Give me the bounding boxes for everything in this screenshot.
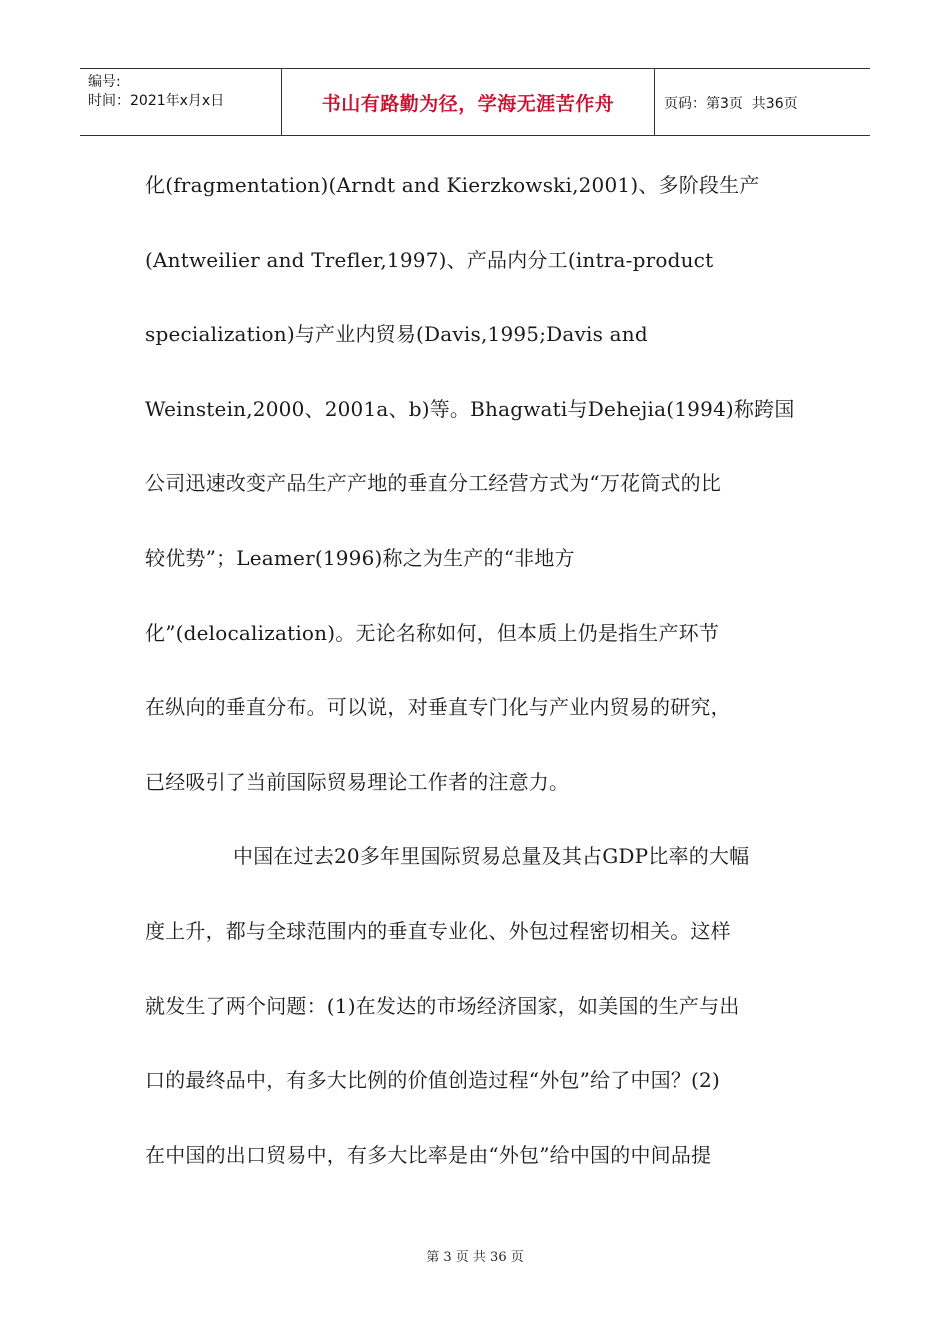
paragraph-start-line: 中国在过去20多年里国际贸易总量及其占GDP比率的大幅	[233, 844, 750, 869]
text-line: 已经吸引了当前国际贸易理论工作者的注意力。	[145, 769, 570, 794]
header-page-info: 页码：第3页 共36页	[664, 95, 798, 112]
text-line: 在纵向的垂直分布。可以说，对垂直专门化与产业内贸易的研究，	[145, 695, 731, 720]
header-divider	[654, 69, 655, 136]
text-line: 化(fragmentation)(Arndt and Kierzkowski,2001)、多阶段生产	[145, 173, 760, 197]
text-line: 度上升，都与全球范围内的垂直专业化、外包过程密切相关。这样	[145, 918, 731, 943]
text-line: 在中国的出口贸易中，有多大比率是由“外包”给中国的中间品提	[145, 1142, 712, 1167]
date-label: 时间：2021年x月x日	[88, 93, 225, 109]
text-line: specialization)与产业内贸易(Davis,1995;Davis and	[145, 322, 648, 347]
serial-number-label: 编号:	[88, 74, 121, 90]
text-line: 较优势”；Leamer(1996)称之为生产的“非地方	[145, 545, 575, 570]
header-motto: 书山有路勤为径，学海无涯苦作舟	[321, 93, 615, 115]
header-meta	[88, 73, 224, 111]
document-body	[145, 148, 817, 1192]
text-line: 化”(delocalization)。无论名称如何，但本质上仍是指生产环节	[145, 620, 720, 645]
text-line: 口的最终品中，有多大比例的价值创造过程“外包”给了中国？(2)	[145, 1068, 720, 1093]
page-footer: 第 3 页 共 36 页	[426, 1250, 524, 1265]
text-line: Weinstein,2000、2001a、b)等。Bhagwati与Dehejia(1994)称跨国	[145, 396, 795, 421]
text-line: 就发生了两个问题：(1)在发达的市场经济国家，如美国的生产与出	[145, 993, 740, 1018]
page-header	[80, 68, 870, 136]
text-line: 公司迅速改变产品生产产地的垂直分工经营方式为“万花筒式的比	[145, 471, 722, 496]
text-line: (Antweilier and Trefler,1997)、产品内分工(intra-product	[145, 247, 714, 272]
